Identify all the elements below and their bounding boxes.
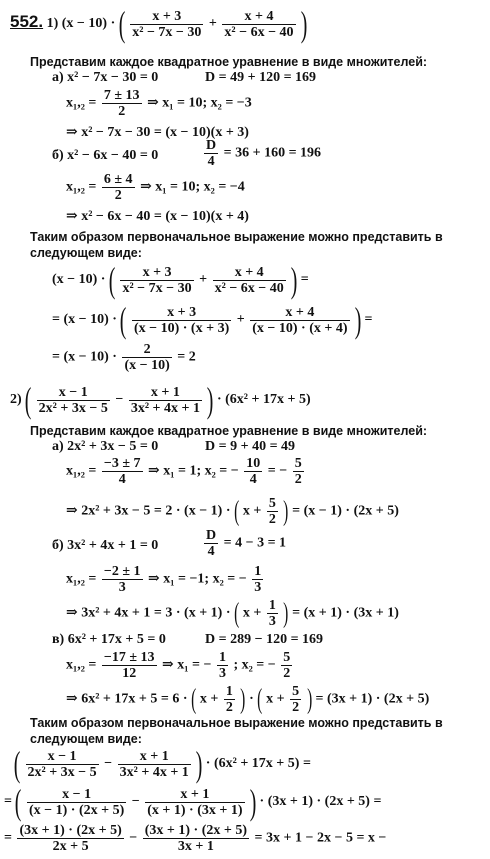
disc-rhs: = 4 − 3 = 1 xyxy=(223,535,287,551)
left-paren: ( xyxy=(234,597,240,629)
fraction-numerator: 1 xyxy=(268,598,276,613)
part2-step-1 xyxy=(14,746,311,782)
roots-lhs: x₁,₂ = xyxy=(66,657,97,673)
fraction-numerator: D xyxy=(206,528,217,543)
part1-a-discriminant: D = 49 + 120 = 169 xyxy=(205,70,317,85)
fraction-numerator: 6 ± 4 xyxy=(103,172,133,187)
fraction-numerator: 5 xyxy=(283,650,291,665)
fraction xyxy=(118,749,191,780)
minus-sign: − xyxy=(129,830,138,846)
fraction-numerator: 7 ± 13 xyxy=(103,88,140,103)
left-paren: ( xyxy=(120,300,127,340)
right-paren: ) xyxy=(283,495,289,527)
fraction-denominator: x² − 6x − 40 xyxy=(214,280,284,296)
fraction-denominator: 2 xyxy=(294,472,302,487)
fraction xyxy=(293,456,304,487)
factor-right: = (x + 1) · (3x + 1) xyxy=(292,605,399,621)
fraction-denominator: 2x² + 3x − 5 xyxy=(27,764,97,780)
fraction-numerator: −3 ± 7 xyxy=(103,456,141,471)
fraction xyxy=(204,138,218,169)
roots-rhs: ⇒ x₁ = 10; x₂ = −4 xyxy=(140,179,245,195)
factor-right: = (x − 1) · (2x + 5) xyxy=(292,503,399,519)
fraction xyxy=(290,684,301,715)
part2-a-discriminant: D = 9 + 40 = 49 xyxy=(205,439,296,454)
fraction-numerator: x + 4 xyxy=(234,264,264,280)
fraction-numerator: 10 xyxy=(246,456,261,471)
left-paren: ( xyxy=(24,380,32,420)
roots-lhs: x₁,₂ = xyxy=(66,95,97,111)
part1-step-2 xyxy=(52,302,372,338)
fraction-numerator: x + 3 xyxy=(167,304,197,320)
step-tail: · (6x² + 17x + 5) = xyxy=(205,756,311,772)
minus-sign: − xyxy=(131,794,140,810)
fraction-denominator: 3 xyxy=(268,614,276,629)
fraction-numerator: D xyxy=(206,138,217,153)
part2-expression xyxy=(10,382,311,418)
dot-sign: · xyxy=(249,691,254,707)
fraction-numerator: 1 xyxy=(254,564,262,579)
fraction-denominator: (x + 1) · (3x + 1) xyxy=(147,802,243,818)
fraction-denominator: (x − 10) xyxy=(124,358,170,373)
part2-a-roots xyxy=(66,456,306,487)
left-paren: ( xyxy=(191,683,197,715)
fraction xyxy=(17,823,123,854)
factor-left: ⇒ 3x² + 4x + 1 = 3 · (x + 1) · xyxy=(66,605,231,621)
right-paren: ) xyxy=(300,4,308,44)
part2-b-factor xyxy=(66,598,399,629)
fraction-denominator: 3 xyxy=(254,580,262,595)
fraction-numerator: −17 ± 13 xyxy=(103,650,155,665)
part2-a-equation: а) 2x² + 3x − 5 = 0 xyxy=(52,439,159,454)
fraction xyxy=(120,265,193,296)
fraction xyxy=(102,88,142,119)
roots-mid: ; x₂ = − xyxy=(233,657,276,673)
part2-c-equation: в) 6x² + 17x + 5 = 0 xyxy=(52,632,166,647)
roots-mid: = − xyxy=(267,463,288,479)
fraction-denominator: 2 xyxy=(225,700,233,715)
left-paren: ( xyxy=(108,260,116,300)
part1-a-equation: а) x² − 7x − 30 = 0 xyxy=(52,70,159,85)
right-paren: ) xyxy=(249,782,257,822)
part1-expression xyxy=(10,6,307,42)
fraction-numerator: x + 3 xyxy=(142,264,172,280)
part2-conclusion-2: следующем виде: xyxy=(30,732,142,746)
fraction-numerator: x + 1 xyxy=(180,786,210,802)
plus-sign: + xyxy=(199,272,208,288)
fraction xyxy=(132,305,231,336)
part1-b-equation: б) x² − 6x − 40 = 0 xyxy=(52,148,159,163)
part1-step-3 xyxy=(52,342,196,373)
fraction-denominator: 2 xyxy=(102,103,142,119)
fraction-denominator: x² − 7x − 30 xyxy=(132,24,202,40)
part2-c-roots xyxy=(66,650,294,681)
right-paren: ) xyxy=(283,597,289,629)
factor-paren-text: x + xyxy=(242,605,262,621)
fraction-numerator: x + 1 xyxy=(139,748,169,764)
left-paren: ( xyxy=(13,744,21,784)
fraction xyxy=(130,9,203,40)
fraction-denominator: 3x² + 4x + 1 xyxy=(130,400,200,416)
fraction xyxy=(267,496,278,527)
part1-b-discriminant xyxy=(202,138,321,169)
fraction-denominator: (x − 1) · (2x + 5) xyxy=(28,802,125,818)
factor-left: ⇒ 6x² + 17x + 5 = 6 · xyxy=(66,691,188,707)
equals-sign: = xyxy=(364,312,373,328)
fraction-denominator: 2 xyxy=(102,187,135,203)
fraction-numerator: 5 xyxy=(294,456,302,471)
part1-b-factor: ⇒ x² − 6x − 40 = (x − 10)(x + 4) xyxy=(66,209,249,224)
step-prefix: (x − 10) · xyxy=(52,272,106,288)
fraction-denominator: 2 xyxy=(292,700,300,715)
fraction-denominator: 2 xyxy=(283,666,291,681)
part1-step-1 xyxy=(52,262,309,298)
part1-conclusion-1: Таким образом первоначальное выражение можно представить в xyxy=(30,230,443,244)
part2-b-discriminant xyxy=(202,528,286,559)
fraction-numerator: x − 1 xyxy=(58,384,88,400)
part2-conclusion-1: Таким образом первоначальное выражение можно представить в xyxy=(30,716,443,730)
fraction xyxy=(27,787,126,818)
fraction-denominator: 3 xyxy=(102,579,143,595)
fraction-denominator: 3x² + 4x + 1 xyxy=(119,764,189,780)
fraction-numerator: x − 1 xyxy=(47,748,77,764)
fraction-numerator: 5 xyxy=(268,496,276,511)
fraction-numerator: 1 xyxy=(225,684,233,699)
fraction xyxy=(122,342,171,373)
fraction-denominator: 2x² + 3x − 5 xyxy=(38,400,108,416)
part2-c-discriminant: D = 289 − 120 = 169 xyxy=(205,632,324,647)
step-prefix: = (x − 10) · xyxy=(52,312,117,328)
fraction xyxy=(129,385,202,416)
fraction-numerator: x + 4 xyxy=(285,304,315,320)
part1-label: 1) xyxy=(46,16,59,32)
fraction xyxy=(145,787,244,818)
fraction-numerator: (3x + 1) · (2x + 5) xyxy=(144,823,248,838)
factor-paren-text: x + xyxy=(242,503,262,519)
fraction-denominator: (x − 10) · (x + 3) xyxy=(133,320,230,336)
roots-mid: ⇒ x₁ = −1; x₂ = − xyxy=(148,571,247,587)
fraction-numerator: −2 ± 1 xyxy=(103,564,141,579)
problem-number: 552. xyxy=(10,12,44,32)
factor-paren-text: x + xyxy=(199,691,219,707)
left-paren: ( xyxy=(257,683,263,715)
fraction xyxy=(250,305,349,336)
minus-sign: − xyxy=(104,756,113,772)
fraction xyxy=(26,749,99,780)
fraction xyxy=(37,385,110,416)
right-paren: ) xyxy=(290,260,298,300)
fraction-denominator: 2x + 5 xyxy=(17,838,123,854)
fraction xyxy=(102,172,135,203)
step-tail: = 3x + 1 − 2x − 5 = x − xyxy=(254,830,387,846)
fraction-numerator: x + 4 xyxy=(244,8,274,24)
fraction xyxy=(217,650,228,681)
left-paren: ( xyxy=(15,782,22,822)
fraction-numerator: 2 xyxy=(143,342,151,357)
part2-b-roots xyxy=(66,564,265,595)
part1-b-roots xyxy=(66,172,245,203)
roots-lhs: x₁,₂ = xyxy=(66,463,97,479)
equals-sign: = xyxy=(4,794,12,810)
fraction-denominator: x² − 6x − 40 xyxy=(224,24,294,40)
right-paren: ) xyxy=(306,683,312,715)
fraction xyxy=(244,456,262,487)
fraction xyxy=(222,9,295,40)
fraction xyxy=(204,528,218,559)
fraction-numerator: x + 1 xyxy=(150,384,180,400)
fraction xyxy=(213,265,286,296)
minus-sign: − xyxy=(115,392,124,408)
part2-intro: Представим каждое квадратное уравнение в виде множителей: xyxy=(30,424,428,438)
fraction xyxy=(102,650,157,681)
roots-rhs: ⇒ x₁ = 10; x₂ = −3 xyxy=(147,95,252,111)
fraction-denominator: 2 xyxy=(268,512,276,527)
fraction xyxy=(224,684,235,715)
fraction-denominator: 12 xyxy=(102,665,157,681)
right-paren: ) xyxy=(240,683,246,715)
step-result: = 2 xyxy=(177,349,196,365)
fraction xyxy=(281,650,292,681)
fraction-denominator: 3x + 1 xyxy=(143,838,249,854)
part1-a-roots xyxy=(66,88,252,119)
factor-right: = (3x + 1) · (2x + 5) xyxy=(315,691,430,707)
fraction-denominator: (x − 10) · (x + 4) xyxy=(252,320,348,336)
step-tail: · (3x + 1) · (2x + 5) = xyxy=(259,794,382,810)
part2-label: 2) xyxy=(10,392,22,408)
fraction xyxy=(102,564,143,595)
part2-step-3 xyxy=(4,823,386,854)
fraction-denominator: 4 xyxy=(102,471,143,487)
part2-a-factor xyxy=(66,496,399,527)
part2-b-equation: б) 3x² + 4x + 1 = 0 xyxy=(52,538,159,553)
part2-step-2 xyxy=(4,784,381,820)
left-paren: ( xyxy=(118,4,126,44)
left-paren: ( xyxy=(234,495,240,527)
fraction xyxy=(252,564,263,595)
factor-paren-text: x + xyxy=(266,691,285,707)
fraction-numerator: 5 xyxy=(292,684,300,699)
fraction-numerator: x + 3 xyxy=(152,8,182,24)
fraction-numerator: (3x + 1) · (2x + 5) xyxy=(19,823,122,838)
equals-sign: = xyxy=(4,830,12,846)
roots-mid: ⇒ x₁ = 1; x₂ = − xyxy=(148,463,239,479)
part1-conclusion-2: следующем виде: xyxy=(30,246,142,260)
roots-lhs: x₁,₂ = xyxy=(66,571,97,587)
fraction-denominator: x² − 7x − 30 xyxy=(122,280,192,296)
right-paren: ) xyxy=(354,300,362,340)
fraction-denominator: 3 xyxy=(218,666,226,681)
fraction-denominator: 4 xyxy=(204,153,218,169)
right-paren: ) xyxy=(207,380,214,420)
equals-sign: = xyxy=(300,272,309,288)
step-prefix: = (x − 10) · xyxy=(52,349,117,365)
part1-prefix: (x − 10) · xyxy=(61,16,116,32)
fraction-denominator: 4 xyxy=(204,543,218,559)
plus-sign: + xyxy=(236,312,245,328)
roots-mid: ⇒ x₁ = − xyxy=(162,657,212,673)
right-paren: ) xyxy=(195,744,203,784)
part1-intro: Представим каждое квадратное уравнение в виде множителей: xyxy=(30,55,428,69)
fraction-numerator: 1 xyxy=(218,650,226,665)
factor-left: ⇒ 2x² + 3x − 5 = 2 · (x − 1) · xyxy=(66,503,231,519)
disc-rhs: = 36 + 160 = 196 xyxy=(223,145,322,161)
part1-a-factor: ⇒ x² − 7x − 30 = (x − 10)(x + 3) xyxy=(66,125,249,140)
part2-c-factor xyxy=(66,684,429,715)
fraction-denominator: 4 xyxy=(244,471,262,487)
fraction-numerator: x − 1 xyxy=(62,786,92,802)
roots-lhs: x₁,₂ = xyxy=(66,179,97,195)
fraction xyxy=(143,823,249,854)
plus-sign: + xyxy=(208,16,217,32)
expression-tail: · (6x² + 17x + 5) xyxy=(216,392,311,408)
fraction xyxy=(102,456,143,487)
fraction xyxy=(267,598,278,629)
